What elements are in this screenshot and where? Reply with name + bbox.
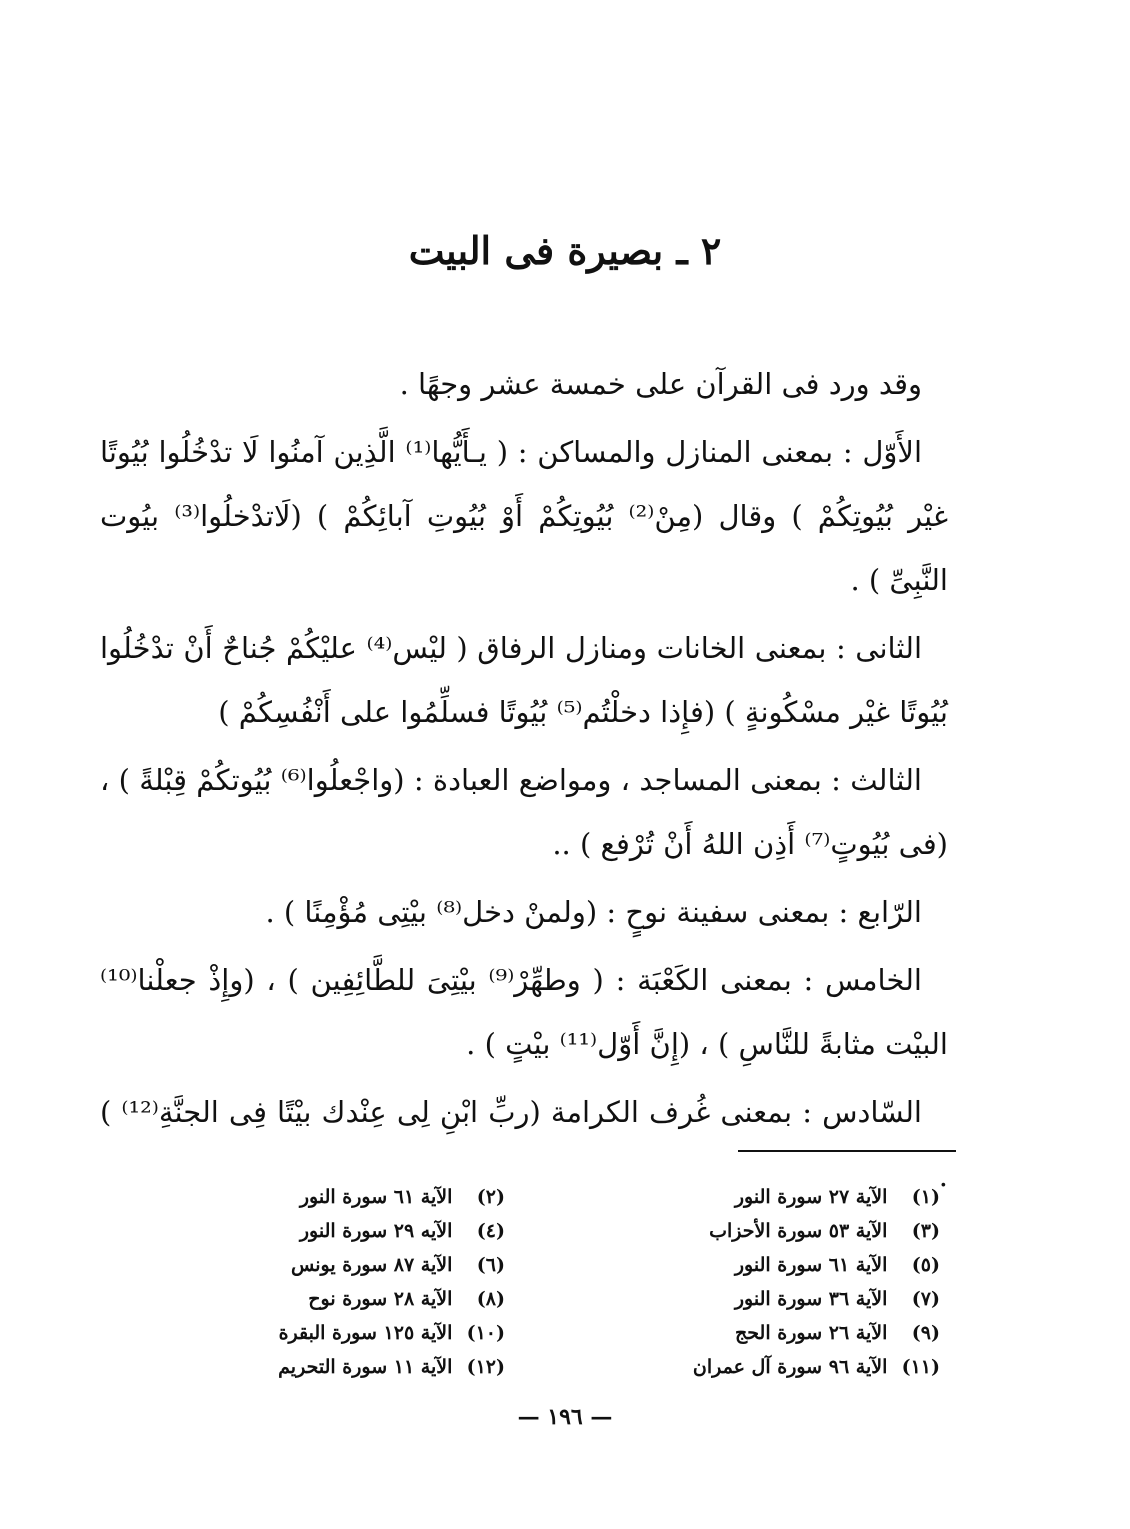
footnotes: [200, 1180, 940, 1384]
paragraph-second-meaning: الثانى : بمعنى الخانات ومنازل الرفاق ( ليْس⁽⁴⁾ عليْكُمْ جُناحٌ أَنْ تدْخُلُوا بُيُوتًا غيْر مسْكُونةٍ ) (فإِذا دخلْتُم⁽⁵⁾ بُيُوتًا فسلِّمُوا على أَنْفُسِكُمْ ): [100, 631, 948, 729]
paragraph-first-meaning: الأَوّل : بمعنى المنازل والمساكن : ( يـأَيُّها⁽¹⁾ الَّذِين آمنُوا لَا تدْخُلُوا بُيُوتًا غيْر بُيُوتِكُمْ ) وقال (مِنْ⁽²⁾ بُيُوتِكُمْ أَوْ بُيُوتِ آبائِكُمْ ) (لَاتدْخلُوا⁽³⁾ بيُوت النَّبِىِّ ) .: [100, 435, 948, 597]
footnote-number: (٦): [476, 1254, 505, 1276]
footnote-number: (٩): [911, 1322, 940, 1344]
footnote-number: (١١): [901, 1356, 940, 1378]
footnote: [635, 1180, 940, 1214]
section-heading: ٢ ـ بصيرة فى البيت: [408, 228, 722, 273]
footnote-text: الآية ٣٦ سورة النور: [734, 1288, 888, 1310]
footnote-text: الآية ١٢٥ سورة البقرة: [278, 1322, 453, 1344]
footnote-number: (٤): [476, 1220, 505, 1242]
footnote-number: (٨): [476, 1288, 505, 1310]
paragraph-fifth-meaning: الخامس : بمعنى الكَعْبَة : ( وطهِّرْ⁽⁹⁾ بيْتِىَ للطَّائِفِين ) ، (وإِذْ جعلْنا⁽¹⁰⁾ البيْت مثابةً للنَّاسِ ) ، (إِنَّ أَوّل⁽¹¹⁾ بيْتٍ ) .: [100, 963, 948, 1061]
footnote: [635, 1214, 940, 1248]
footnote: [200, 1350, 505, 1384]
footnote-number: (٢): [476, 1186, 505, 1208]
footnote-text: الآية ٩٦ سورة آل عمران: [692, 1356, 888, 1378]
intro-paragraph: وقد ورد فى القرآن على خمسة عشر وجهًا .: [399, 367, 922, 401]
footnote-text: الآية ٦١ سورة النور: [299, 1186, 453, 1208]
footnote: [200, 1180, 505, 1214]
footnote-text: الآية ٢٦ سورة الحج: [735, 1322, 888, 1344]
footnote: [635, 1316, 940, 1350]
footnote-number: (٥): [911, 1254, 940, 1276]
footnote-text: الآية ٢٨ سورة نوح: [308, 1288, 453, 1310]
footnote-text: الآية ٢٧ سورة النور: [734, 1186, 888, 1208]
footnote-text: الآية ٦١ سورة النور: [734, 1254, 888, 1276]
footnote: [200, 1282, 505, 1316]
footnote: [635, 1248, 940, 1282]
footnote-text: الآية ٨٧ سورة يونس: [291, 1254, 453, 1276]
footnote: [200, 1316, 505, 1350]
footnote-text: الآيه ٢٩ سورة النور: [299, 1220, 453, 1242]
footnote: [200, 1214, 505, 1248]
footnote-number: (٧): [911, 1288, 940, 1310]
footnote-number: (١٢): [466, 1356, 505, 1378]
footnote-text: الآية ٥٣ سورة الأحزاب: [709, 1220, 888, 1242]
footnote: [200, 1248, 505, 1282]
paragraph-third-meaning: الثالث : بمعنى المساجد ، ومواضع العبادة : (واجْعلُوا⁽⁶⁾ بُيُوتكُمْ قِبْلةً ) ، (فى بُيُوتٍ⁽⁷⁾ أَذِن اللهُ أَنْ تُرْفع ) ..: [100, 763, 948, 861]
footnote-number: (١٠): [466, 1322, 505, 1344]
footnote-number: (١): [911, 1186, 940, 1208]
body-text: [100, 352, 948, 1212]
footnote-divider: [738, 1150, 956, 1152]
footnote: [635, 1282, 940, 1316]
paragraph-sixth-meaning: السّادس : بمعنى غُرف الكرامة (ربِّ ابْنِ لِى عِنْدك بيْتًا فِى الجنَّةِ⁽¹²⁾ ) .: [100, 1095, 948, 1193]
paragraph-fourth-meaning: الرّابع : بمعنى سفينة نوحٍ : (ولمنْ دخل⁽⁸⁾ بيْتِى مُؤْمِنًا ) .: [265, 895, 922, 929]
page-number: — ١٩٦ —: [517, 1404, 613, 1430]
footnote-number: (٣): [911, 1220, 940, 1242]
footnote-text: الآية ١١ سورة التحريم: [278, 1356, 453, 1378]
footnote: [635, 1350, 940, 1384]
